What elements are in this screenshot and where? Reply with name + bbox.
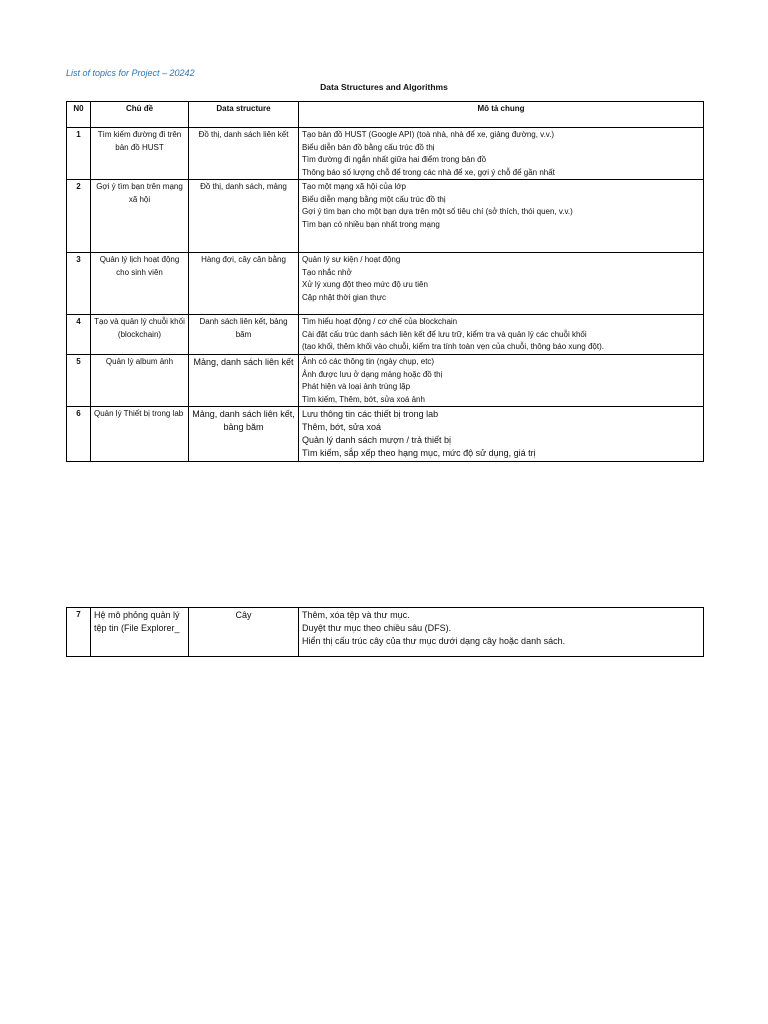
row-structure: Mảng, danh sách liên kết, bảng băm bbox=[189, 407, 299, 462]
row-no: 5 bbox=[67, 355, 91, 407]
row-topic: Tạo và quản lý chuỗi khối (blockchain) bbox=[91, 315, 189, 355]
description-line: Thêm, xóa tệp và thư mục. bbox=[302, 610, 410, 620]
description-line: Cập nhật thời gian thực bbox=[302, 292, 386, 302]
header-topic: Chủ đề bbox=[91, 102, 189, 128]
row-no: 6 bbox=[67, 407, 91, 462]
description-line: Tạo bản đồ HUST (Google API) (toà nhà, nhà để xe, giảng đường, v.v.) bbox=[302, 130, 555, 139]
row-structure: Đồ thị, danh sách, mảng bbox=[189, 180, 299, 253]
header-description: Mô tả chung bbox=[299, 102, 704, 128]
table-row bbox=[67, 608, 704, 657]
description-line: Quản lý sự kiện / hoạt động bbox=[302, 255, 401, 264]
row-description bbox=[299, 180, 704, 253]
table-row bbox=[67, 253, 704, 315]
description-line: Tìm kiếm, sắp xếp theo hạng mục, mức độ sử dụng, giá trị bbox=[302, 448, 536, 458]
description-line: Gợi ý tìm bạn cho một bạn dựa trên một số tiêu chí (sở thích, thói quen, v.v.) bbox=[302, 207, 573, 216]
row-topic: Hệ mô phỏng quản lý tệp tin (File Explorer_ bbox=[91, 608, 189, 657]
row-no: 7 bbox=[67, 608, 91, 657]
row-description bbox=[299, 407, 704, 462]
row-no: 3 bbox=[67, 253, 91, 315]
row-topic: Tìm kiếm đường đi trên bản đồ HUST bbox=[91, 128, 189, 180]
table-row bbox=[67, 128, 704, 180]
table-row bbox=[67, 407, 704, 462]
description-line: Tạo một mạng xã hội của lớp bbox=[302, 182, 406, 191]
table-row bbox=[67, 355, 704, 407]
document-title: Data Structures and Algorithms bbox=[320, 82, 448, 92]
description-line: Hiển thị cấu trúc cây của thư mục dưới dạng cây hoặc danh sách. bbox=[302, 636, 566, 646]
description-line: Biểu diễn mạng bằng một cấu trúc đồ thị bbox=[302, 194, 446, 204]
row-description bbox=[299, 315, 704, 355]
topics-table-continued bbox=[66, 607, 704, 657]
row-topic: Quản lý Thiết bị trong lab bbox=[91, 407, 189, 462]
description-line: (tạo khối, thêm khối vào chuỗi, kiểm tra tính toàn vẹn của chuỗi, thông báo xung đột). bbox=[302, 342, 604, 351]
row-structure: Danh sách liên kết, bảng băm bbox=[189, 315, 299, 355]
document-subtitle: List of topics for Project – 20242 bbox=[66, 68, 195, 78]
description-line: Thêm, bớt, sửa xoá bbox=[302, 422, 381, 432]
description-line: Lưu thông tin các thiết bị trong lab bbox=[302, 409, 439, 419]
row-no: 2 bbox=[67, 180, 91, 253]
description-line: Quản lý danh sách mượn / trả thiết bị bbox=[302, 435, 452, 445]
description-line: Biểu diễn bản đồ bằng cấu trúc đồ thị bbox=[302, 142, 435, 152]
description-line: Tìm đường đi ngắn nhất giữa hai điểm trong bản đồ bbox=[302, 155, 487, 164]
topics-table bbox=[66, 101, 704, 462]
row-structure: Đồ thị, danh sách liên kết bbox=[189, 128, 299, 180]
table-header-row bbox=[67, 102, 704, 128]
description-line: Tìm hiểu hoạt động / cơ chế của blockchain bbox=[302, 317, 458, 326]
description-line: Tạo nhắc nhở bbox=[302, 267, 352, 277]
description-line: Xử lý xung đột theo mức độ ưu tiên bbox=[302, 280, 428, 289]
row-description bbox=[299, 608, 704, 657]
description-line: Tìm bạn có nhiều bạn nhất trong mạng bbox=[302, 219, 440, 229]
row-description bbox=[299, 253, 704, 315]
description-line: Cài đặt cấu trúc danh sách liên kết để lưu trữ, kiểm tra và quản lý các chuỗi khối bbox=[302, 329, 587, 339]
description-line: Phát hiện và loại ảnh trùng lặp bbox=[302, 382, 411, 391]
description-line: Ảnh được lưu ở dạng mảng hoặc đồ thị bbox=[302, 369, 443, 379]
header-no: N0 bbox=[67, 102, 91, 128]
table-row bbox=[67, 180, 704, 253]
row-topic: Quản lý album ảnh bbox=[91, 355, 189, 407]
row-description bbox=[299, 128, 704, 180]
row-structure: Cây bbox=[189, 608, 299, 657]
row-topic: Quản lý lịch hoạt động cho sinh viên bbox=[91, 253, 189, 315]
description-line: Ảnh có các thông tin (ngày chụp, etc) bbox=[302, 357, 435, 366]
row-no: 1 bbox=[67, 128, 91, 180]
header-structure: Data structure bbox=[189, 102, 299, 128]
table-row bbox=[67, 315, 704, 355]
row-structure: Hàng đợi, cây cân bằng bbox=[189, 253, 299, 315]
description-line: Thông báo số lượng chỗ để trong các nhà để xe, gợi ý chỗ để gần nhất bbox=[302, 167, 555, 177]
row-no: 4 bbox=[67, 315, 91, 355]
row-description bbox=[299, 355, 704, 407]
row-structure: Mảng, danh sách liên kết bbox=[189, 355, 299, 407]
description-line: Tìm kiếm, Thêm, bớt, sửa xoá ảnh bbox=[302, 394, 425, 404]
description-line: Duyệt thư mục theo chiều sâu (DFS). bbox=[302, 623, 452, 633]
row-topic: Gợi ý tìm bạn trên mạng xã hội bbox=[91, 180, 189, 253]
